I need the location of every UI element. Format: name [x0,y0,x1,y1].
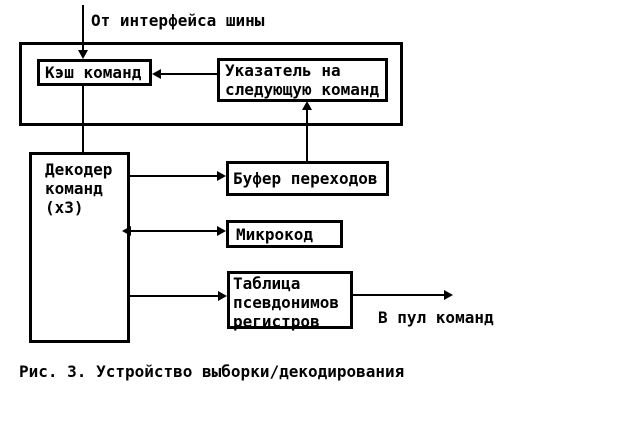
instruction-decoder-box [29,152,130,343]
next-instruction-pointer-line1: Указатель на [225,61,341,80]
buffer-to-pointer-arrowhead-icon [302,101,312,110]
pointer-to-cache-arrowhead-icon [152,69,161,79]
decoder-to-microcode-arrowhead-icon [217,226,226,236]
next-instruction-pointer-box [217,58,388,102]
figure-caption: Рис. 3. Устройство выборки/декодирования [19,362,405,381]
register-alias-table-line1: Таблица [233,274,301,293]
instruction-decoder-line2: команд [45,179,103,198]
next-instruction-pointer-line2: следующую команд [225,80,380,99]
instruction-cache-label: Кэш команд [45,63,142,82]
branch-buffer-box [226,161,389,196]
cache-to-decoder-line [82,84,84,152]
register-alias-table-line3: регистров [233,312,320,331]
instruction-cache-box [37,59,152,86]
instruction-pool-label: В пул команд [378,308,494,327]
microcode-to-decoder-arrowhead-icon [122,226,131,236]
microcode-label: Микрокод [236,224,314,244]
instruction-decoder-line3: (х3) [45,198,84,217]
decoder-to-buffer-arrowhead-icon [217,171,226,181]
bus-to-cache-line [82,5,84,53]
pointer-to-cache-line [157,73,217,75]
decoder-to-alias-line [130,295,220,297]
bus-interface-label: От интерфейса шины [91,11,265,30]
buffer-to-pointer-line [306,107,308,161]
alias-to-pool-line [353,294,446,296]
branch-buffer-label: Буфер переходов [233,169,378,188]
bus-to-cache-arrowhead-icon [78,50,88,59]
decoder-to-alias-arrowhead-icon [218,291,227,301]
alias-to-pool-arrowhead-icon [444,290,453,300]
decoder-microcode-line [128,230,219,232]
microcode-box [226,220,343,248]
decoder-to-buffer-line [130,175,219,177]
instruction-decoder-line1: Декодер [45,160,113,179]
register-alias-table-box [227,271,353,329]
register-alias-table-line2: псевдонимов [233,293,339,312]
